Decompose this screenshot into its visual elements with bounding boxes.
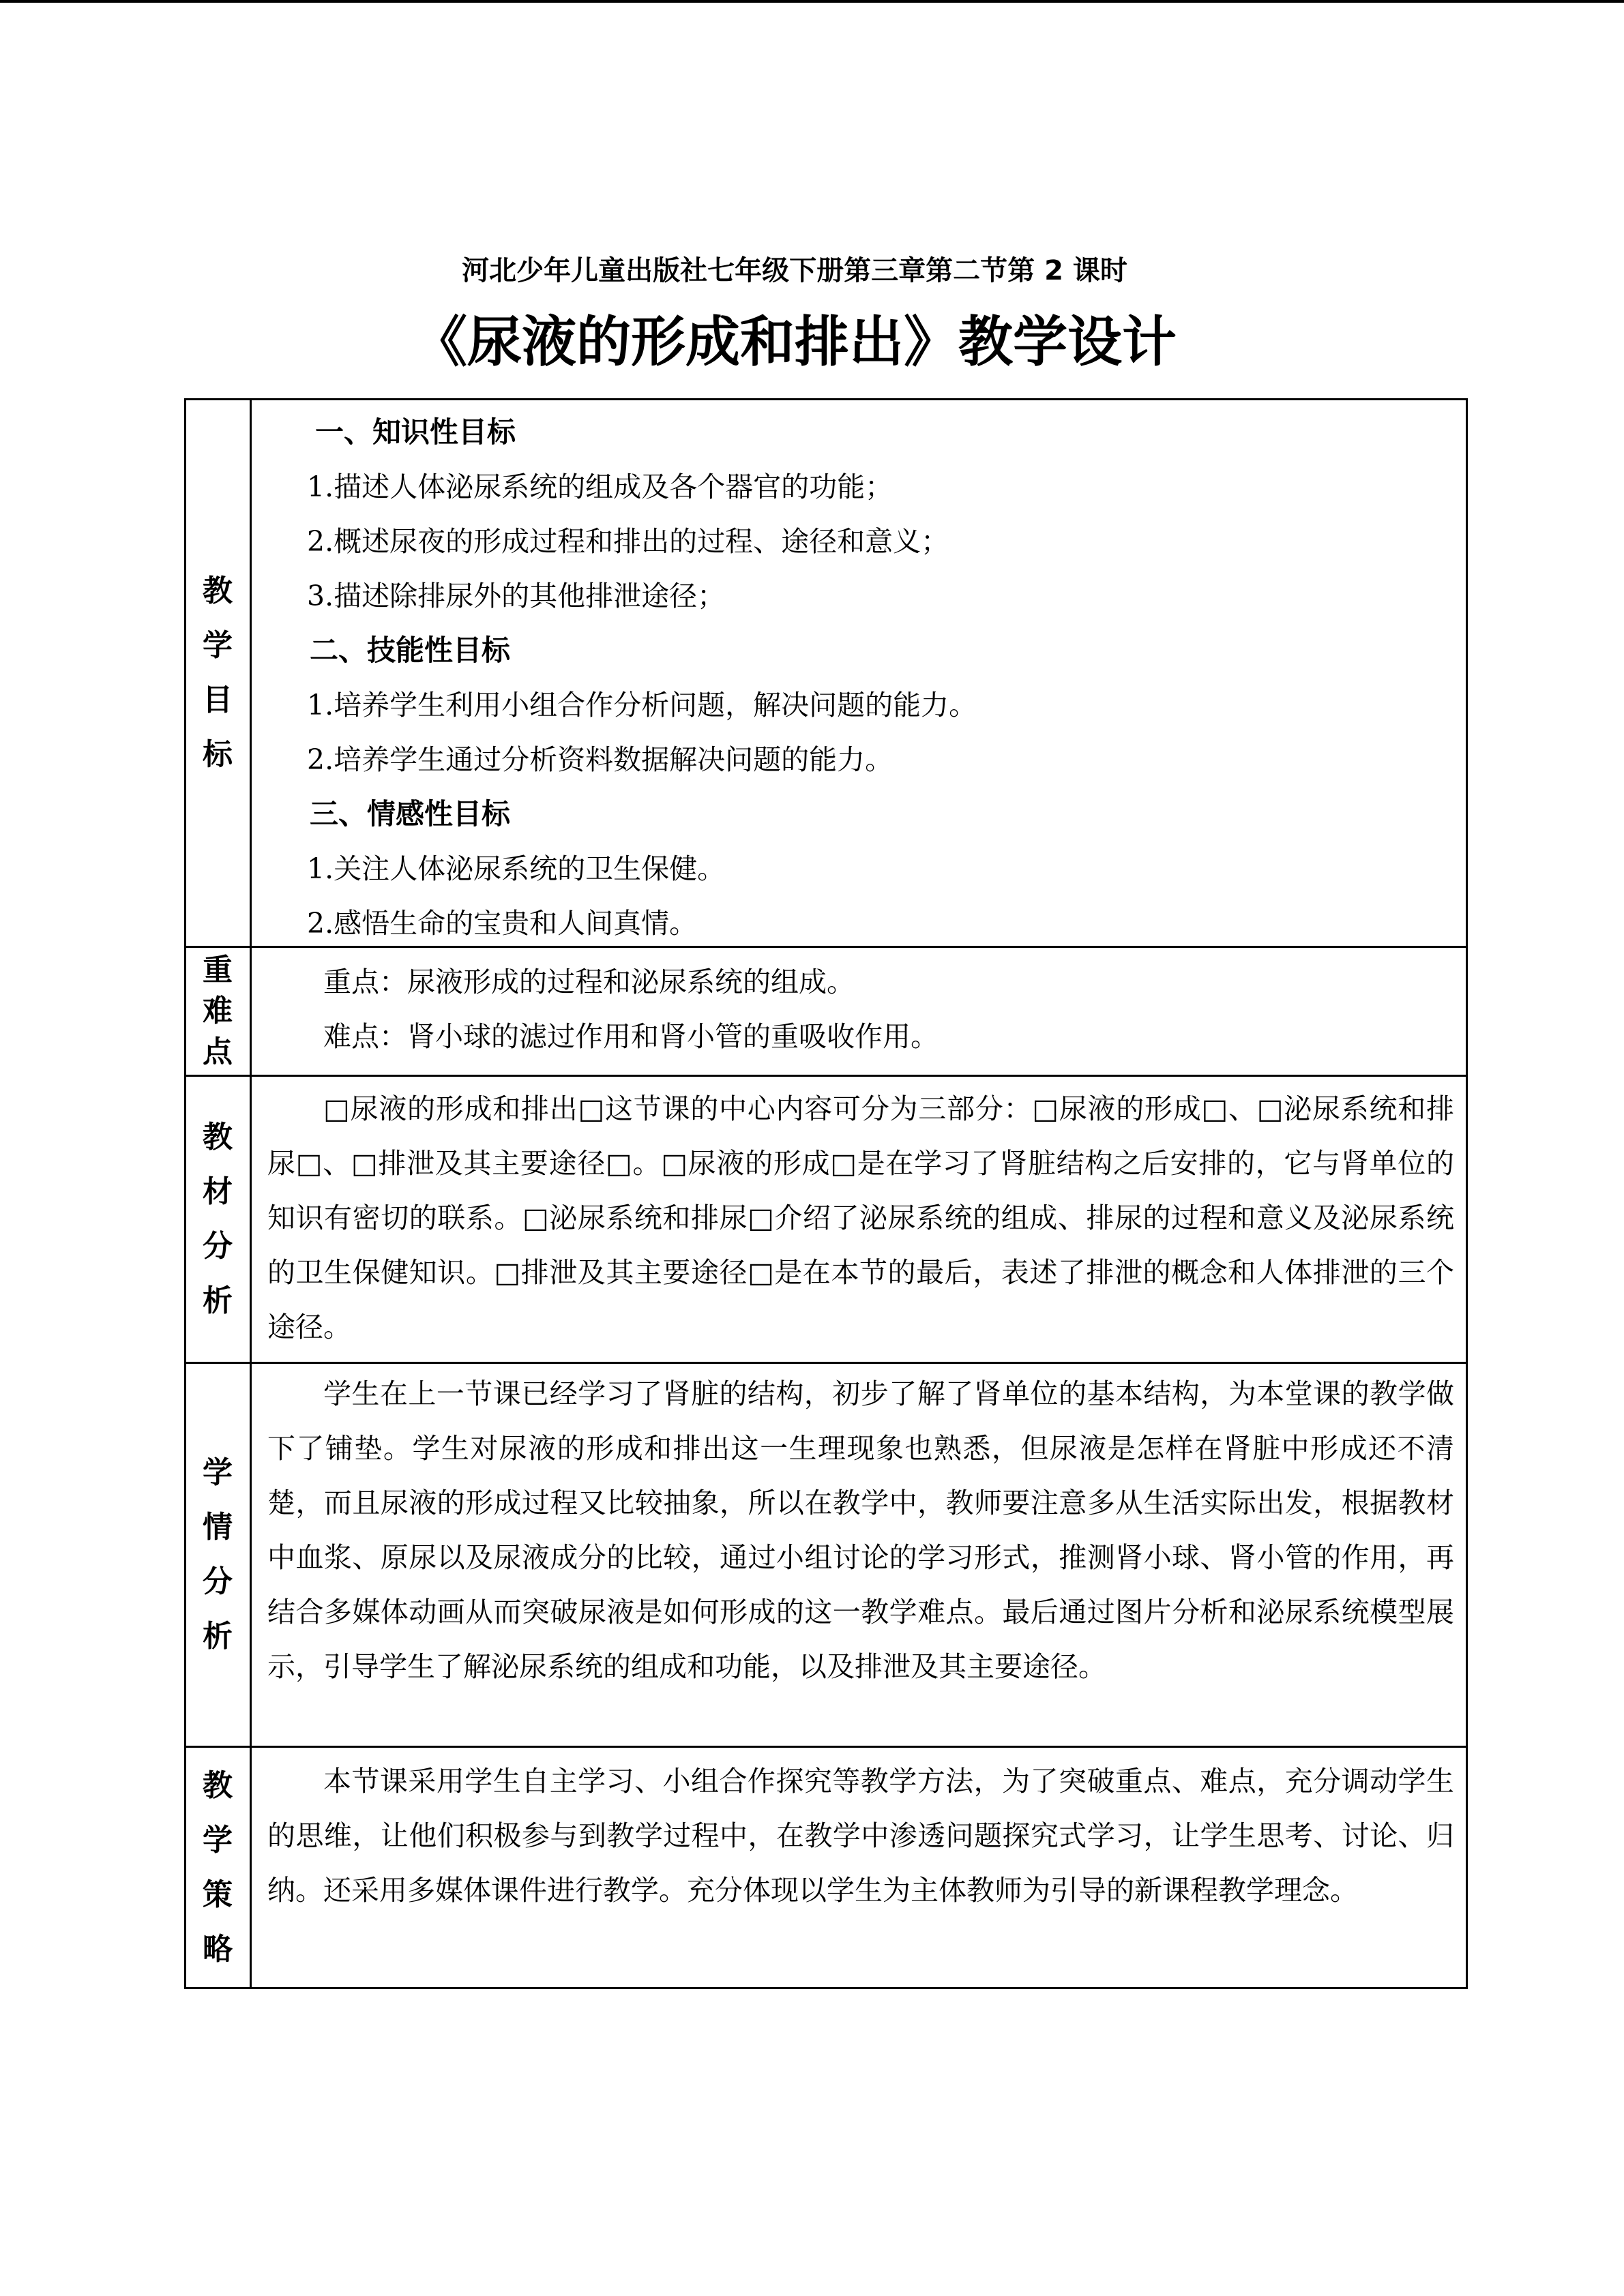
table-border-top <box>184 398 1468 400</box>
knowledge-item: 3.描述除排尿外的其他排泄途径； <box>307 580 726 612</box>
label-char: 析 <box>203 1619 233 1654</box>
label-char: 学 <box>203 628 233 663</box>
label-char: 标 <box>203 737 233 772</box>
emotions-item: 1.关注人体泌尿系统的卫生保健。 <box>307 852 726 885</box>
material-text: □尿液的形成和排出□这节课的中心内容可分为三部分：□尿液的形成□、□泌尿系统和排尿□、□排泄及其主要途径□。□尿液的形成□是在学习了肾脏结构之后安排的，它与肾单位的知识有密切的联系。□泌尿系统和排尿□介绍了泌尿系统的组成、排尿的过程和意义及泌尿系统的卫生保健知识。□排泄及其主要途径□是在本节的最后，表述了排泄的概念和人体排泄的三个途径。 <box>267 1092 1454 1343</box>
table-row-divider <box>184 1362 1468 1364</box>
table-border-bottom <box>184 1987 1468 1989</box>
table-border-right <box>1466 398 1468 1989</box>
table-column-divider <box>250 398 252 1989</box>
strategy-text: 本节课采用学生自主学习、小组合作探究等教学方法，为了突破重点、难点，充分调动学生的思维，让他们积极参与到教学过程中，在教学中渗透问题探究式学习，让学生思考、讨论、归纳。还采用多媒体课件进行教学。充分体现以学生为主体教师为引导的新课程教学理念。 <box>267 1765 1454 1907</box>
label-char: 目 <box>203 683 233 717</box>
table-row-divider <box>184 1746 1468 1748</box>
knowledge-heading: 一、知识性目标 <box>315 415 516 449</box>
document-title: 《尿液的形成和排出》教学设计 <box>413 310 1177 374</box>
label-char: 材 <box>203 1174 233 1209</box>
focus-text: 重点：尿液形成的过程和泌尿系统的组成。 <box>323 966 855 998</box>
label-char: 教 <box>203 1120 233 1154</box>
objectives-label <box>186 400 250 946</box>
students-label <box>186 1364 250 1746</box>
label-char: 学 <box>203 1455 233 1490</box>
document-subtitle: 河北少年儿童出版社七年级下册第三章第二节第 2 课时 <box>462 255 1127 286</box>
material-label <box>186 1077 250 1362</box>
skills-item: 2.培养学生通过分析资料数据解决问题的能力。 <box>307 743 894 776</box>
difficulty-text: 难点：肾小球的滤过作用和肾小管的重吸收作用。 <box>323 1020 939 1053</box>
label-char: 难 <box>203 994 233 1028</box>
knowledge-item: 1.描述人体泌尿系统的组成及各个器官的功能； <box>307 471 894 503</box>
label-char: 重 <box>203 953 233 987</box>
label-char: 学 <box>203 1822 233 1858</box>
skills-heading: 二、技能性目标 <box>310 633 511 667</box>
keypoints-label <box>186 948 250 1075</box>
students-text: 学生在上一节课已经学习了肾脏的结构，初步了解了肾单位的基本结构，为本堂课的教学做下了铺垫。学生对尿液的形成和排出这一生理现象也熟悉，但尿液是怎样在肾脏中形成还不清楚，而且尿液的形成过程又比较抽象，所以在教学中，教师要注意多从生活实际出发，根据教材中血浆、原尿以及尿液成分的比较，通过小组讨论的学习形式，推测肾小球、肾小管的作用，再结合多媒体动画从而突破尿液是如何形成的这一教学难点。最后通过图片分析和泌尿系统模型展示，引导学生了解泌尿系统的组成和功能，以及排泄及其主要途径。 <box>267 1377 1454 1683</box>
keypoints-content <box>267 955 1454 1064</box>
skills-item: 1.培养学生利用小组合作分析问题，解决问题的能力。 <box>307 689 977 721</box>
label-char: 略 <box>203 1931 233 1967</box>
label-char: 分 <box>203 1229 233 1264</box>
label-char: 教 <box>203 573 233 608</box>
top-border-line <box>0 0 1624 3</box>
label-char: 教 <box>203 1768 233 1803</box>
emotions-item: 2.感悟生命的宝贵和人间真情。 <box>307 907 698 940</box>
label-char: 分 <box>203 1564 233 1599</box>
knowledge-item: 2.概述尿夜的形成过程和排出的过程、途径和意义； <box>307 525 949 558</box>
strategy-label <box>186 1748 250 1987</box>
label-char: 策 <box>203 1877 233 1912</box>
material-content <box>267 1082 1454 1354</box>
emotions-heading: 三、情感性目标 <box>310 797 511 831</box>
label-char: 析 <box>203 1283 233 1318</box>
strategy-content <box>267 1754 1454 1918</box>
students-content <box>267 1367 1454 1694</box>
objectives-content <box>267 405 1454 951</box>
table-row-divider <box>184 1075 1468 1077</box>
label-char: 情 <box>203 1510 233 1545</box>
label-char: 点 <box>203 1034 233 1069</box>
